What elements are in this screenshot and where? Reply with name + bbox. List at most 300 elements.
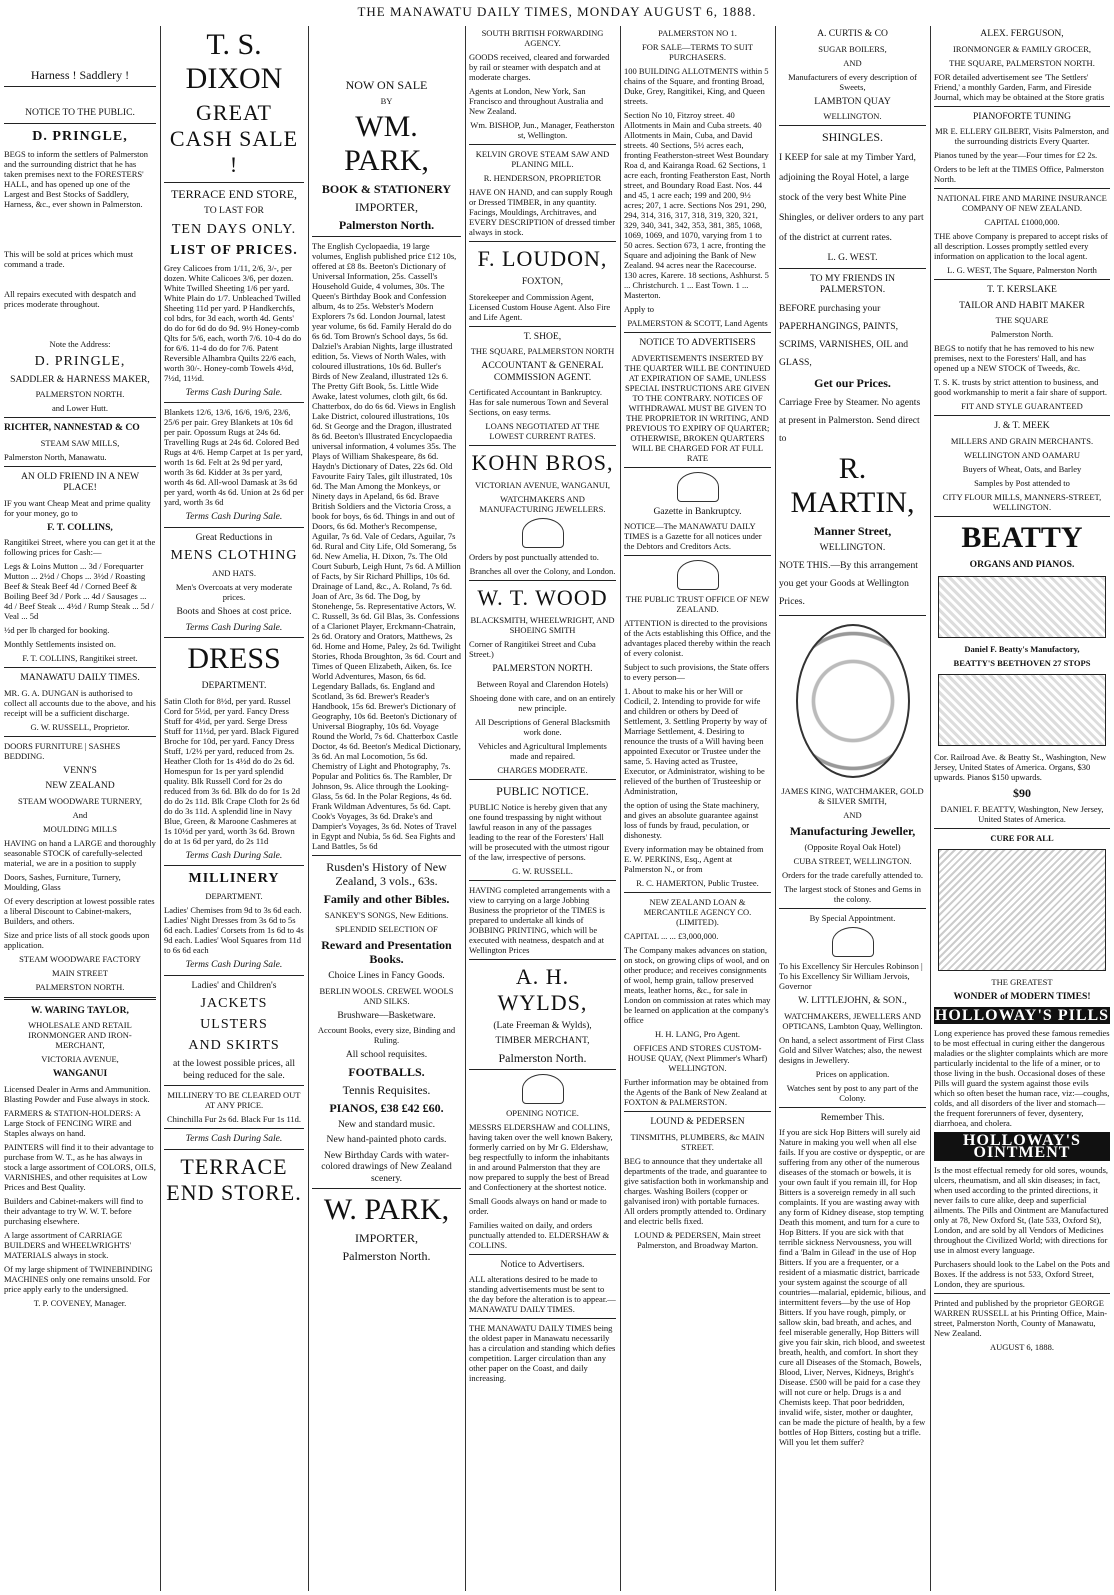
divider [934,106,1110,107]
divider [469,445,616,446]
column-3 [312,28,461,1588]
dress-department: DEPARTMENT. [201,680,267,691]
column-2 [164,28,304,1588]
kohn-name: KOHN BROS, [471,450,614,475]
gilbert: MR E. ELLERY GILBERT, Visits Palmerston, and the surrounding districts Every Quarter. [935,126,1109,146]
organ-illustration [938,674,1106,746]
pianos: PIANOS, £38 £42 £60. [329,1100,444,1115]
divider [312,236,461,237]
column-4 [469,28,616,1588]
ironmonger: IRONMONGER & FAMILY GROCER, [953,43,1091,54]
hop-bitters: If you are sick Hop Bitters will surely aid Nature in making you well when all else fails. If you are costive or dyspeptic, or are suffering from any other of the numerous diseases of the stomach or bowels, it is your own fault if you remain ill, for Hop Bitters is a sovereign remedy in all such complaints. If you are wasting away with any form of Kidney disease, stop tempting Death this moment, and turn for a cure to Hop Bitters. If you are sick with that terrible sickness Nervousness, you will find a 'Balm in Gilead' in the use of Hop Bitters. If you are a frequenter, or a resident of a miasmatic district, barricade your system against the scourge of all countries—malarial, epidemic, bilious, and intermittent fevers—by the use of Hop Bitters. If you have rough, pimply, or sallow skin, bad breath, and aches, and feel miserable generally, Hop Bitters will give you fair skin, rich blood, and sweetest breath, health, and comfort. In short they cure all Diseases of the Stomach, Bowels, Blood, Liver, Nerves, Kidneys, Bright's Disease. £500 will be paid for a case they will not cure or help. Drugs is a and Chemists keep. That poor bedridden, invalid wife, sister, mother or daughter, can be made the picture of health, by a few bottles of Hop Bitters, costing but a trifle. Will you let them suffer? [779,1127,926,1447]
remember-this: Remember This. [820,1111,885,1123]
dress-heading: DRESS [187,642,281,675]
divider [164,865,304,866]
shoe-name: T. SHOE, [523,330,562,342]
steam-saw: STEAM SAW MILLS, [40,437,120,448]
kohn-orders: Orders by post punctually attended to. [469,552,599,562]
for-sale: FOR SALE—TERMS TO SUIT PURCHASERS. [642,42,753,62]
divider [164,182,304,183]
ointment-text: Is the most effectual remedy for old sores, wounds, ulcers, rheumatism, and all skin diseases; in fact, when used according to the printed directions, it never fails to cure alike, deep and superficial ailments. The Pills and Ointment are Manufactured only at 78, New Oxford St, (late 533, Oxford St), London, and are sold by all Vendors of Medicines throughout the Civilized World; with directions for use in almost every language. [934,1165,1109,1255]
charges: CHARGES MODERATE. [497,764,588,775]
divider [4,86,156,87]
main-street: MAIN STREET [52,967,108,978]
hamerton: R. C. HAMERTON, Public Trustee. [636,878,759,888]
royal-crest-icon [522,1074,564,1104]
gazette-body: NOTICE—The MANAWATU DAILY TIMES is a Gazette for all notices under the Debtors and Creditors Acts. [624,521,762,551]
organs-pianos: ORGANS AND PIANOS. [969,558,1075,570]
reward-books: Reward and Presentation Books. [321,938,452,966]
divider [934,1293,1110,1294]
park-name-2: W. PARK, [323,1193,450,1226]
coveney-signature: T. P. COVENEY, Manager. [33,1297,127,1308]
fit-style: FIT AND STYLE GUARANTEED [961,401,1083,411]
ferguson-name: ALEX. FERGUSON, [980,28,1064,39]
and-hats: AND HATS. [212,568,256,578]
divider [624,332,771,333]
prices-4: Ladies' Chemises from 9d to 3s 6d each. Ladies' Night Dresses from 3s 6d to 5s 6d each. Ladies' Corsets from 1s 6d to 4s 9d each. Ladies' Wool Squares from 11d to 6s 6d each [164,905,304,955]
palmerston-north: Palmerston North. [990,329,1054,339]
imprint-date: AUGUST 6, 1888. [989,1342,1055,1352]
the-greatest: THE GREATEST [991,977,1053,987]
west-signature: L. G. WEST. [827,252,878,263]
littlejohn-sub: WATCHMAKERS, JEWELLERS AND OPTICANS, Lambton Quay, Wellington. [782,1010,923,1031]
beatty-price: $90 [1013,786,1031,800]
divider [624,892,771,893]
note-this: NOTE THIS.—By this arrangement you get your Goods at Wellington Prices. [779,560,918,607]
accountant: ACCOUNTANT & GENERAL COMMISSION AGENT. [481,360,604,383]
old-friend-heading: AN OLD FRIEND IN A NEW PLACE! [20,470,140,493]
wellington: WELLINGTON. [823,111,882,121]
families: Families waited on daily, and orders punctually attended to. ELDERSHAW & COLLINS. [469,1219,610,1250]
terms-cash-3: Terms Cash During Sale. [185,621,283,633]
brushware: Brushware—Basketware. [337,1009,436,1021]
divider [934,188,1110,189]
all-descriptions: All Descriptions of General Blacksmith work done. [474,716,611,737]
column-rule [308,26,309,1591]
bishop: Wm. BISHOP, Jun., Manager, Featherston st, Wellington. [470,120,615,140]
palmerston-north: PALMERSTON NORTH. [35,389,125,399]
on-hand: On hand, a select assortment of First Class Gold and Silver Watches; also, the newest designs in Jewellery. [779,1034,924,1065]
harness-heading: Harness ! Saddlery ! [30,68,130,82]
doors-banner: DOORS FURNITURE | SASHES BEDDING. [4,740,121,761]
divider [469,241,616,242]
moulding-mills: MOULDING MILLS [43,823,117,834]
new-music: New and standard music. [338,1118,435,1130]
every-information: Every information may be obtained from E. W. PERKINS, Esq., Agent at Palmerston N., or from [624,844,764,874]
holloway-illustration [938,849,1106,971]
loudon-name: F. LOUDON, [477,246,608,271]
school-requisites: All school requisites. [345,1049,428,1060]
collins-name: F. T. COLLINS, [47,521,113,533]
now-on-sale: NOW ON SALE [345,78,428,92]
wanganui: WANGANUI [52,1068,108,1079]
kerslake-body: BEGS to notify that he has removed to his new premises, next to the Foresters' Hall, and has opened up a NEW STOCK of Tweeds, &c. [934,343,1095,373]
pills-text: Long experience has proved these famous remedies to be most effectual in curing either the dangerous maladies or the slighter complaints which are more particularly incidental to the life of a miner, or to those living in the bush. Occasional doses of these Pills will guard the system against those evils which so often beset the human race, viz:—coughs, colds, and all disorders of the liver and stomach—the frequent forerunners of fever, dysentery, diarrhoea, and cholera. [934,1028,1110,1128]
section-list: Section No 10, Fitzroy street. 40 Allotments in Main and Cuba streets. 40 Allotments in Main, Cuba, and David streets. 40 Sections, 5½ acres each, fronting Featherston-street West Boundary Roa d, and Kairanga Road. 62 Sections, 1 acre each, fronting Featherston East, North street, and Boundary Road East. Nos. 44 and 45, 1 acre each; 199 and 200, 9½ acres; 207, 1 acre. Sections Nos 291, 290, 294, 314, 316, 317, 318, 319, 320, 321, 329, 340, 341, 342, 353, 381, 385, 1068, 1069, 1069, and 1070, varying from 1 to 50 acres. Section 673, 1 acre, fronting the Square and adjoining the Bank of New Zealand. 94 acres near the Racecourse. 130 acres, Karere. 18 sections, Ashhurst. 5 ... Christchurch. 1 ... East Town. 1 ... Masterton. [624,110,771,300]
prices-1: Grey Calicoes from 1/11, 2/6, 3/-, per dozen. White Calicoes 3/6, per dozen. White Twilled Sheeting 1/6 per yard. White Plain do 1/7. Unbleached Twilled Sheeting 11d per yard. P Handkerchfs, col bdrs, for 3d each, worth 4d. Gents' do do for 6d do do 9d. 9½ Honey-comb Qlts for 5/6, each, worth 7/6. 10-4 do do for 6/6. 11-4 do do for 7/6. Patent Reversible Alhambra Quilts 22/6 each, worth 30/-. Honey-comb Towels 4½d, 7½d, 11½d. [164,262,302,383]
orders-trade: Orders for the trade carefully attended to. [782,870,923,880]
divider [779,125,926,126]
shingles-heading: SHINGLES. [821,130,883,144]
notice-heading: NOTICE TO THE PUBLIC. [25,107,135,118]
trust-options: 1. About to make his or her Will or Codicil, 2. Intending to provide for wife and children or others by Deed of Settlement, 3. Settling Property by way of Marriage Settlement, 4. Desiring to renounce the trusts of a Will having been appointed Executor or Trustee under the same, 5. Having acted as Trustee, Executor, or Administrator, wishing to be relieved of the burthen of Trusteeship or Administration, [624,686,768,796]
divider [469,779,616,780]
lambton-quay: LAMBTON QUAY [814,95,891,107]
alterations: ALL alterations desired to be made to standing advertisements must be sent to the day before the alteration is to appear.— MANAWATU DAILY TIMES. [469,1274,616,1314]
collins-signature: F. T. COLLINS, Rangitikei street. [22,653,138,663]
venn-items: Doors, Sashes, Furniture, Turnery, Moulding, Glass [4,871,121,892]
purchasers: Purchasers should look to the Label on the Pots and Boxes. If the address is not 533, Oxford Street, London, they are spurious. [934,1259,1110,1289]
birthday-cards: New Birthday Cards with water-colored drawings of New Zealand scenery. [321,1149,452,1184]
dungan-notice: MR. G. A. DUNGAN is authorised to collect all accounts due to the above, and his receipt will be a sufficient discharge. [4,687,156,718]
great-cash-sale: GREAT CASH SALE ! [169,100,299,177]
nz-loan: NEW ZEALAND LOAN & MERCANTILE AGENCY CO. (LIMITED). [643,897,752,927]
palmerston-manawatu: Palmerston North, Manawatu. [4,451,107,462]
national-fire: NATIONAL FIRE AND MARINE INSURANCE COMPANY OF NEW ZEALAND. [937,193,1107,213]
the-square-2: THE SQUARE [995,315,1049,325]
ulsters: ULSTERS [200,1017,268,1032]
public-notice-body: PUBLIC Notice is hereby given that any one found trespassing by night without lawful reason in any of the passages leading to the rear of the Foresters' Hall will be prosecuted with the utmost rigour of the law, irrespective of persons. [469,801,610,862]
tinsmiths: TINSMITHS, PLUMBERS, &c MAIN STREET. [630,1131,765,1152]
column-5 [624,28,771,1588]
factory-illustration [938,576,1106,638]
divider [779,615,926,616]
divider [469,1318,616,1319]
lound-body: BEG to announce that they undertake all departments of the trade, and guarantee to give satisfaction both in workmanship and charges. Washing Boilers (copper or galvanised iron) with portable furnaces. All orders promptly attended to. Ordinary and electric bells fixed. [624,1155,769,1226]
divider [164,1085,304,1086]
boots-shoes: Boots and Shoes at cost price. [176,606,292,617]
collins-intro: IF you want Cheap Meat and prime quality for your money, go to [4,497,151,518]
the-square: THE SQUARE, PALMERSTON NORTH. [949,57,1095,68]
ten-days: TEN DAYS ONLY. [171,221,297,237]
millers: MILLERS AND GRAIN MERCHANTS. [950,435,1094,446]
collins-address: Rangitikei Street, where you can get it at the following prices for Cash:— [4,537,156,557]
divider [4,997,156,1000]
sankey-songs: SANKEY'S SONGS, New Editions. [324,910,449,920]
beatty-heading: BEATTY [961,520,1083,554]
notice-to-advertisers: Notice to Advertisers. [500,1258,585,1270]
capital: CAPITAL ... ... £3,000,000. [624,931,719,941]
pianoforte-tuning: PIANOFORTE TUNING [972,110,1072,122]
timber-merchant: TIMBER MERCHANT, [495,1035,590,1046]
pianos-tuned: Pianos tuned by the year—Four times for £2 2s. [934,150,1098,160]
painters-notice: PAINTERS will find it to their advantage to purchase from W. T., as he has always in stock a large assortment of COLORS, OILS, VARNISHES, and other requisites at Low Prices and Best Quality. [4,1141,156,1192]
public-notice-heading: PUBLIC NOTICE. [496,783,589,798]
royal-crest-icon [677,560,719,590]
beatty-manufactory: Daniel F. Beatty's Manufactory, [964,644,1080,654]
option: the option of using the State machinery, and gives an absolute guarantee against loss of funds by fraud, peculation, or dishonesty. [624,800,760,840]
agents: Agents at London, New York, San Francisco and throughout Australia and New Zealand. [469,86,604,116]
millinery-cleared: MILLINERY TO BE CLEARED OUT AT ANY PRICE. [167,1090,301,1110]
account-books: Account Books, every size, Binding and Ruling. [317,1025,456,1045]
venn-name: VENN'S [63,764,97,776]
carriage-notice: A large assortment of CARRIAGE BUILDERS and WHEELWRIGHTS' MATERIALS always in stock. [4,1229,132,1260]
berlin-wools: BERLIN WOOLS. CREWEL WOOLS AND SILKS. [319,985,454,1006]
and-word: AND [843,57,862,68]
great-reductions: Great Reductions in [195,531,273,543]
park-name: WM. PARK, [344,110,429,177]
littlejohn-name: W. LITTLEJOHN, & SON., [798,995,907,1006]
opposite: (Opposite Royal Oak Hotel) [804,842,901,852]
divider [469,144,616,145]
divider [312,1188,461,1189]
venn-size: Size and price lists of all stock goods upon application. [4,929,150,950]
wood-name: W. T. WOOD [477,585,608,610]
divider [312,855,461,856]
eldershaw-body: MESSRS ELDERSHAW and COLLINS, having taken over the well known Bakery, formerly carried on by Mr G. Eldershaw, beg respectfully to inform the inhabitants in and around Palmerston that they are now prepared to supply the best of Bread and Confectionery at the shortest notice. [469,1121,613,1192]
venn-body: HAVING on hand a LARGE and thoroughly seasonable STOCK of carefully-selected material, we are in a position to supply [4,837,156,868]
masthead: THE MANAWATU DAILY TIMES, MONDAY AUGUST 6, 1888. [357,4,757,19]
palmerston-north-2: Palmerston North. [498,1050,587,1065]
prices-3: Satin Cloth for 8½d, per yard. Russel Cord for 5½d, per yard. Fancy Dress Stuff for 4½d, per yard. Serge Dress Stuff for 11½d, per yard. Black Figured Broche for 10d, per yard. Fancy Dress Stuff, 1/2½ per yard, reduced from 2s. Heather Cloth for 1s 4½d do do 2s 6d. Homespun for 1s per yard splendid quality. Blk Russell Cord for 2s do reduced from 3s 6d. Blk do do for 1s 2d do do 2s 11d. Blk Crape Cloth for 2s 6d do do 3s 11d. A splendid line in Navy Blue, Green, & Maroone Cashmeres at 1s 10½d per yard, worth 3s 6d. Brown do at 1s 6d per yard, do 2s 11d [164,695,300,846]
fancy-goods: Choice Lines in Fancy Goods. [328,970,445,981]
corner: Corner of Rangitikei Street and Cuba Street.) [469,639,596,659]
pringle-name-2: D. PRINGLE, [34,353,126,369]
advertisements-rules: ADVERTISEMENTS INSERTED BY THE QUARTER WILL BE CONTINUED AT EXPIRATION OF SAME, UNLESS SPECIAL INSTRUCTIONS ARE GIVEN TO THE CONTRARY. NOTICES OF WITHDRAWAL MUST BE GIVEN TO THE PROPRIETOR IN WRITING, AND PREVIOUS TO EXPIRY OF QUARTER; OTHERWISE, BROKEN QUARTERS WILL BE CHARGED FOR AT FULL RATE [624,352,771,463]
jackets: JACKETS [200,996,268,1011]
divider [469,959,616,960]
divider [934,279,1110,280]
divider [4,123,156,124]
rusden-history: Rusden's History of New Zealand, 3 vols., 63s. [326,860,447,888]
royal-crest-icon [677,472,719,502]
pringle-body: BEGS to inform the settlers of Palmerston and the surrounding district that he has taken premises next to the FORESTERS' HALL, and has opened up one of the Largest and Best Stocks of Saddlery, Harness, &c., ever shown in Palmerston. [4,148,149,209]
divider [4,417,156,418]
gazette-heading: Gazette in Bankruptcy. [653,505,742,517]
offices: OFFICES AND STORES CUSTOM-HOUSE QUAY, (Next Plimmer's Wharf) WELLINGTON. [627,1043,768,1073]
kerslake-name: T. T. KERSLAKE [987,284,1057,295]
shingles-body: I KEEP for sale at my Timber Yard, adjoining the Royal Hotel, a large stock of the very best White Pine Shingles, or deliver orders to any part of the district at current rates. [779,152,924,243]
palmerston-north: PALMERSTON NORTH. [492,663,593,674]
lound-name: LOUND & PEDERSEN [650,1116,745,1127]
list-of-prices: LIST OF PRICES. [170,242,298,258]
watches-sent: Watches sent by post to any part of the Colony. [786,1082,919,1103]
divider [779,268,926,269]
the-square: THE SQUARE, PALMERSTON NORTH [470,346,615,356]
small-goods: Small Goods always on hand or made to order. [469,1195,607,1216]
book-stationery: BOOK & STATIONERY [321,182,452,196]
terms-cash-1: Terms Cash During Sale. [185,386,283,398]
and-word-2: AND [843,810,862,820]
monthly-settlements: Monthly Settlements insisted on. [4,639,116,649]
woodware-factory: STEAM WOODWARE FACTORY [19,953,141,964]
palmerston-north-2: PALMERSTON NORTH. [35,981,125,992]
by: BY [380,96,393,106]
palmerston-no: PALMERSTON NO 1. [658,28,737,38]
wonder: WONDER of MODERN TIMES! [953,991,1091,1002]
divider [164,637,304,638]
storekeeper: Storekeeper and Commission Agent, Licensed Custom House Agent. Also Fire and Life Agent. [469,291,611,322]
kohn-branches: Branches all over the Colony, and London. [469,566,616,576]
divider [934,415,1110,416]
royal-crest-icon [832,927,874,957]
new-zealand: NEW ZEALAND [45,780,115,791]
henderson-body: HAVE ON HAND, and can supply Rough or Dressed TIMBER, in any quantity. Facings, Mouldings, Architraves, and EVERY DESCRIPTION of dressed timber always in stock. [469,187,616,237]
photo-cards: New hand-painted photo cards. [326,1134,447,1145]
freeman-wylds: (Late Freeman & Wylds), [493,1019,592,1031]
south-british: SOUTH BRITISH FORWARDING AGENCY. [481,28,604,48]
divider [624,555,771,556]
russell-signature: G. W. RUSSELL. [512,865,573,876]
lound-signature: LOUND & PEDERSEN, Main street Palmerston, and Broadway Marton. [634,1229,761,1250]
sugar-boilers: SUGAR BOILERS, [818,43,887,54]
column-rule [620,26,621,1591]
palmerston-scott: PALMERSTON & SCOTT, Land Agents [627,318,768,328]
terms-cash-6: Terms Cash During Sale. [185,1133,283,1144]
oamaru: WELLINGTON AND OAMARU [964,449,1080,460]
divider [164,1128,304,1129]
orders-times: Orders to be left at the TIMES Office, Palmerston North. [934,164,1104,184]
meat-prices: Legs & Loins Mutton ... 3d / Forequarter Mutton ... 2½d / Chops ... 3½d / Roasting Beef & Steak Beef 4d / Corned Beef & Boiling Beef 3d / Pork ... 4d / Sausages ... 4d / Beef Steak ... 4½d / Rump Steak ... 5d / Veal ... 5d [4,561,154,621]
wellington-2: WELLINGTON. [819,541,886,553]
above-company: THE above Company is prepared to accept risks of all description. Losses promptly settled every information on application to the local agent. [934,231,1108,261]
dixon-name: T. S. DIXON [185,28,283,95]
importer-2: IMPORTER, [355,1231,418,1245]
richter-name: RICHTER, NANNESTAD & CO [4,422,140,433]
blacksmith: BLACKSMITH, WHEELWRIGHT, AND SHOEING SMITH [470,615,615,635]
manner-street: Manner Street, [813,523,892,538]
divider [164,975,304,976]
column-7 [934,28,1110,1588]
meek-name: J. & T. MEEK [994,420,1050,431]
beethoven: BEATTY'S BEETHOVEN 27 STOPS [953,658,1091,668]
book-list: The English Cyclopaedia, 19 large volumes, English published price £12 10s, offered at £8 8s. Beeton's Dictionary of Universal Information, 25s. Cassell's Household Guide, 4 volumes, 30s. The Queen's Birthday Book and Confession album, 4s to 25s. Webster's Modern Explorers 7s 6d. London Journal, latest year volume, 6s 6d. Family Herald do do 6s 6d. Tom Brown's School days, 5s 6d. Dalziel's Arabian Nights, large illustrated edition, 5s. Views of North Wales, with coloured illustrations, 10s 6d. Buller's Birds of New Zealand, illustrated 12s 6. The Pretty Gift Book, 5s. Little Wide Awake, latest volumes, cloth gilt, 6s 6d. Chatterbox, do do 6s 6d. Views in English Lake District, coloured illustrations, 10s 6d. St George and the Dragon, illustrated 8s 6d. Beeton's Illustrated Encyclopaedia universal information, 4 volumes 35s. The Plays of William Shakespeare, 8s 6d. Haydn's Dictionary of Dates, 22s 6d. Old Favourite Fairy Tales, gilt illustrated, 10s 6d. The Man Among the Monkeys, or Ninety days in Apeland, 6s 6d. Brave British Soldiers and the Victoria Cross, a book for boys, 6s 6d. Things in and out of Doors, 6s 6d. Mother's Recompense, Aguilar, 7s 6d. Vale of Cedars, Aguilar, 7s 6d. Rural and City Life, Old Somerang, 5s 6d. New Amelia, H. Dixon, 7s. The Old Court Suburb, Leigh Hunt, 7s 6d. A Million of Facts, by Sir Richard Phillips, 10s 6d. Drainage of Land, &c., A. Roland, 7s 6d. Joan of Arc, 3s 6d. The Dog, by Stonehenge, 5s. Representative Actors, W. C. Russell, 3s 6d. Gil Blas, 3s. Confessions of a Clarionet Player, Erckmann-Chatrain, 2s 6d. Oratory and Orators, Matthews, 2s 6d. Home and Home, Paley, 2s 6d. Twilight Stories, Rhoda Broughton, 3s 6d. Court and Times of Queen Elizabeth, Aiken, 6s. Ice World Adventures, Mason, 6s 6d. Legendary Ballads, 6s. England and Scotland, 3s 6d. Brewer's Reader's Handbook, 15s 6d. Brewer's Dictionary of Geography, 10s 6d. Beeton's Dictionary of Universal Biography, 10s 6d. Voyage Round the World, 7s 6d. Chatterbox Castle Doctor, 4s 6d. Beeton's Medical Dictionary, 3s 6d. An mal Locomotion, 5s 6d. Chemistry of Light and Photography, 7s. Popular and Politics 6s. The Rambler, Dr Johnson, 9s. Alice through the Looking-Glass, 5s 6d. In the Polar Regions, 4s 6d. Frank Wildman Adventures, 5s 6d. Capt. Cook's Voyages, 3s 6d. Drake's and Dampier's Voyages, 3s 6d. Notes of Travel in Egypt and Nubia, 5s 6d. Sea Fights and Land Battles, 5s 6d [312,241,461,851]
divider [469,1069,616,1070]
divider [164,527,304,528]
mens-overcoats: Men's Overcoats at very moderate prices. [175,582,293,602]
mens-clothing: MENS CLOTHING [170,548,298,563]
tsk-trusts: T. S. K. trusts by strict attention to business, and good workmanship to merit a fair share of support. [934,377,1108,397]
victoria-avenue: VICTORIA AVENUE, [41,1054,119,1064]
skirts: AND SKIRTS [188,1038,280,1053]
column-6 [779,28,926,1588]
capital: CAPITAL £1000,000. [984,217,1060,227]
oldest-paper: THE MANAWATU DAILY TIMES being the oldest paper in Manawatu necessarily has a circulation and standing which defies competition. Larger circulation than any other paper on the Coast, and daily increasing. [469,1323,616,1383]
watchmakers: WATCHMAKERS AND MANUFACTURING JEWELLERS. [479,494,606,514]
cuba-street: CUBA STREET, WELLINGTON. [793,856,912,866]
millinery-department: DEPARTMENT. [205,891,263,901]
king-name: JAMES KING, WATCHMAKER, GOLD & SILVER SMITH, [781,786,924,806]
between: Between Royal and Clarendon Hotels) [476,678,609,689]
kohn-address: VICTORIAN AVENUE, WANGANUI, [474,480,611,490]
apply-to: Apply to [624,304,654,314]
twine-notice: Of my large shipment of TWINEBINDING MACHINES only one remains unsold. For price apply early to the undersigned. [4,1263,153,1294]
royal-crest-icon [522,518,564,548]
venn-designs: Of every description at lowest possible rates a liberal Discount to Cabinet-makers, Builders, and others. [4,895,155,926]
divider [4,466,156,467]
terrace-end-store: TERRACE END STORE. [166,1153,302,1205]
mdt-heading: MANAWATU DAILY TIMES. [20,672,140,683]
lang: H. H. LANG, Pro Agent. [655,1029,740,1039]
builders-notice: Builders and Cabinet-makers will find to their advantage to try W. W. T. before purchasing elsewhere. [4,1195,144,1226]
to-last: TO LAST FOR [204,205,264,216]
holloways-pills: HOLLOWAY'S PILLS [934,1006,1110,1024]
loans: LOANS NEGOTIATED AT THE LOWEST CURRENT RATES. [485,421,600,441]
palmerston-north-2: Palmerston North. [342,1249,431,1263]
friends-heading: TO MY FRIENDS IN PALMERSTON. [809,272,896,295]
divider [779,908,926,909]
special-appointment: By Special Appointment. [809,913,896,923]
manufacturers: Manufacturers of every description of Sweets, [788,71,917,92]
divider [934,828,1110,829]
buyers: Buyers of Wheat, Oats, and Barley [962,463,1082,474]
city-flour: CITY FLOUR MILLS, MANNERS-STREET, WELLINGTON. [942,491,1102,512]
footballs: FOOTBALLS. [348,1064,425,1079]
further-info: Further information may be obtained from the Agents of the Bank of New Zealand at FOXTON & PALMERSTON. [624,1077,769,1107]
importer: IMPORTER, [355,200,418,214]
allotments: 100 BUILDING ALLOTMENTS within 5 chains of the Square, and fronting Broad, Duke, Grey, Rangitikei, King, and Queen streets. [624,66,769,106]
divider [164,402,304,403]
certificated: Certificated Accountant in Bankruptcy. Has for sale numerous Town and Several Sections, on easy terms. [469,387,609,417]
lower-hutt: and Lower Hutt. [52,403,108,413]
excellency: To his Excellency Sir Hercules Robinson | To his Excellency Sir William Jervois, Governor [779,961,923,991]
prices-application: Prices on application. [815,1068,890,1079]
imprint: Printed and published by the proprietor GEORGE WARREN RUSSELL at his Printing Office, Main-street, Palmerston North, County of Manawatu, New Zealand. [934,1298,1108,1338]
lowest-prices: at the lowest possible prices, all being reduced for the sale. [172,1058,296,1081]
column-rule [930,26,931,1591]
prices-2: Blankets 12/6, 13/6, 16/6, 19/6, 23/6, 25/6 per pair. Grey Blankets at 10s 6d per pair. Opossum Rugs at 24s 6d. Travelling Rugs at 24s 6d. Colored Bed Rugs at 4/6. Hemp Carpet at 1s per yard, worth 1s 6d. Felt at 2s 9d per yard, worth 3s 6d. Kidder at 3s per yard, worth 4s 6d. All-wool Damask at 3s 6d per yard, worth 4s 6d. Union at 2s 6d per yard, worth 3s 6d [164,407,304,507]
pringle-name: D. PRINGLE, [32,128,128,144]
booking-charge: ½d per lb charged for booking. [4,625,110,635]
pringle-repairs: All repairs executed with despatch and prices moderate throughout. [4,288,136,309]
saddler-title: SADDLER & HARNESS MAKER, [10,373,150,385]
notice-to-advertisers: NOTICE TO ADVERTISERS [639,337,756,348]
column-rule [160,26,161,1591]
largest-stock: The largest stock of Stones and Gems in the colony. [783,884,921,904]
get-prices: Get our Prices. [814,375,891,390]
millinery-heading: MILLINERY [188,871,280,886]
column-1 [4,28,156,1588]
subject: Subject to such provisions, the State offers to every person— [624,662,770,682]
terrace-end: TERRACE END STORE, [170,187,298,201]
divider [934,516,1110,517]
divider [624,1111,771,1112]
jobbing-printing: HAVING completed arrangements with a view to carrying on a large Jobbing Business the proprietor of the TIMES is prepared to undertake all kinds of JOBBING PRINTING, which will be executed with neatness, despatch and at Wellington Prices [469,884,610,955]
divider [469,880,616,881]
farmers-notice: FARMERS & STATION-HOLDERS: A Large Stock of FENCING WIRE and Staples always on hand. [4,1107,141,1138]
column-rule [465,26,466,1591]
taylor-sub: WHOLESALE AND RETAIL IRONMONGER AND IRON-MERCHANT, [28,1020,132,1050]
cure-for-all: CURE FOR ALL [990,833,1054,843]
taylor-name: W. WARING TAYLOR, [31,1004,129,1016]
carriage-free: Carriage Free by Steamer. No agents at present in Palmerston. Send direct to [779,396,921,444]
chinchilla: Chinchilla Fur 2s 6d. Black Fur 1s 11d. [166,1114,302,1124]
tennis: Tennis Requisites. [342,1082,431,1097]
wylds-name: A. H. WYLDS, [497,963,588,1015]
divider [164,1149,304,1150]
henderson: R. HENDERSON, PROPRIETOR [483,173,602,183]
woodware-turnery: STEAM WOODWARE TURNERY, [18,795,142,806]
divider [4,667,156,668]
martin-name: R. MARTIN, [790,451,915,519]
family-bibles: Family and other Bibles. [323,892,450,906]
divider [469,1254,616,1255]
divider [624,467,771,468]
public-trust: THE PUBLIC TRUST OFFICE OF NEW ZEALAND. [625,594,770,614]
goods-received: GOODS received, cleared and forwarded by rail or steamer with despatch and at moderate charges. [469,52,610,82]
pringle-address-note: Note the Address: [49,338,111,349]
splendid-selection: SPLENDID SELECTION OF [335,924,438,934]
attention: ATTENTION is directed to the provisions of the Acts establishing this Office, and the advantages placed thereby within the reach of every colonist. [624,618,771,658]
pringle-sold: This will be sold at prices which must command a trade. [4,248,134,269]
palmerston-north: Palmerston North. [338,218,435,232]
before-purchasing: BEFORE purchasing your PAPERHANGINGS, PAINTS, SCRIMS, VARNISHES, OIL and GLASS, [779,302,909,368]
vehicles: Vehicles and Agricultural Implements made and repaired. [478,740,607,761]
and-word: And [72,809,88,820]
pocket-watch-icon [796,624,910,778]
divider [469,326,616,327]
